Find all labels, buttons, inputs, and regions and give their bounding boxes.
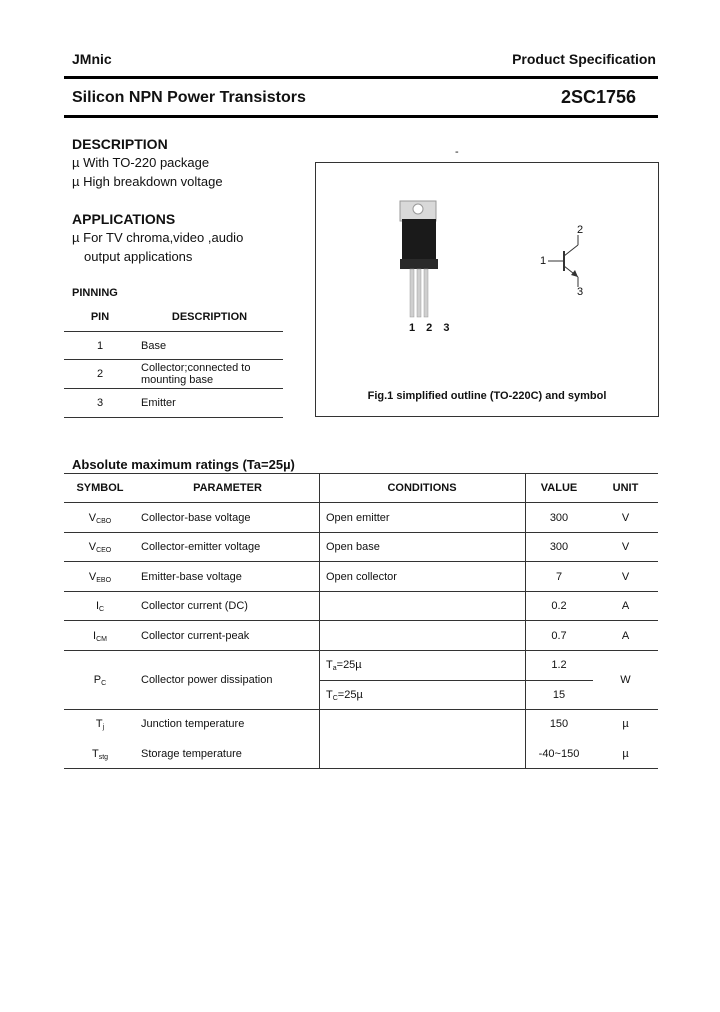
pin-number: 3: [96, 397, 104, 409]
ratings-rule: [64, 650, 658, 651]
pin-description: Emitter: [141, 397, 176, 409]
condition-cell: Open base: [326, 541, 380, 553]
symbol-pin-3-label: 3: [577, 286, 584, 298]
part-number: 2SC1756: [560, 87, 636, 107]
pin-column-header: PIN: [90, 311, 110, 323]
figure-caption: Fig.1 simplified outline (TO-220C) and symbol: [367, 390, 607, 402]
symbol-cell: $V_{CEO}$: [88, 541, 112, 554]
pinning-rule: [64, 388, 283, 389]
figure-dash: -: [455, 146, 459, 158]
value-cell: 0.7: [551, 630, 567, 642]
pin-description: Base: [141, 340, 167, 352]
product-line: Silicon NPN Power Transistors: [72, 89, 306, 106]
pin-number: 2: [96, 368, 104, 380]
applications-heading: APPLICATIONS: [72, 211, 176, 227]
pinning-heading: PINNING: [72, 287, 118, 299]
unit-column-header: UNIT: [612, 482, 639, 494]
bullet-icon: µ: [72, 174, 80, 189]
condition-cell: $T_C=25\mu$: [326, 689, 363, 702]
header-rule-bottom: [64, 115, 658, 118]
unit-cell: µ: [622, 748, 629, 760]
value-cell: 300: [549, 541, 569, 553]
unit-cell: W: [620, 674, 631, 686]
ratings-rule: [64, 473, 658, 474]
ratings-rule-partial: [319, 680, 593, 681]
pin-description-column-header: DESCRIPTION: [171, 311, 248, 323]
ratings-rule: [64, 561, 658, 562]
symbol-cell: $V_{EBO}$: [88, 571, 112, 584]
parameter-cell: Collector current (DC): [141, 600, 248, 612]
symbol-column-header: SYMBOL: [76, 482, 124, 494]
pinning-rule: [64, 359, 283, 360]
unit-cell: A: [621, 630, 630, 642]
pin-description-continued: mounting base: [141, 374, 214, 386]
value-cell: 150: [549, 718, 569, 730]
npn-symbol-icon: [316, 163, 658, 416]
unit-cell: V: [621, 571, 630, 583]
ratings-rule: [64, 620, 658, 621]
conditions-column-header: CONDITIONS: [387, 482, 457, 494]
value-column-header: VALUE: [540, 482, 578, 494]
ratings-rule: [64, 768, 658, 769]
parameter-column-header: PARAMETER: [193, 482, 262, 494]
parameter-cell: Collector-base voltage: [141, 512, 251, 524]
value-cell: 1.2: [551, 659, 567, 671]
description-heading: DESCRIPTION: [72, 136, 168, 152]
parameter-cell: Junction temperature: [141, 718, 245, 730]
ratings-rule: [64, 502, 658, 503]
symbol-cell: $I_{CM}$: [93, 630, 107, 643]
ratings-column-rule: [319, 473, 320, 768]
condition-cell: $T_a=25\mu$: [326, 659, 362, 672]
value-cell: 0.2: [551, 600, 567, 612]
company-name: JMnic: [72, 51, 112, 67]
value-cell: 15: [552, 689, 566, 701]
value-cell: 7: [555, 571, 563, 583]
condition-cell: Open emitter: [326, 512, 390, 524]
applications-item: µ For TV chroma,video ,audio: [72, 230, 244, 245]
figure-box: [315, 162, 659, 417]
header-rule-top: [64, 76, 658, 79]
value-cell: 300: [549, 512, 569, 524]
symbol-cell: $P_C$: [93, 674, 107, 687]
spec-label: Product Specification: [512, 51, 656, 67]
ratings-rule: [64, 532, 658, 533]
symbol-cell: $T_{stg}$: [91, 748, 109, 761]
parameter-cell: Collector-emitter voltage: [141, 541, 261, 553]
unit-cell: V: [621, 541, 630, 553]
description-item: µ With TO-220 package: [72, 155, 210, 170]
condition-cell: Open collector: [326, 571, 397, 583]
applications-item-continued: output applications: [84, 249, 193, 264]
ratings-rule: [64, 709, 658, 710]
parameter-cell: Collector current-peak: [141, 630, 250, 642]
symbol-cell: $V_{CBO}$: [88, 512, 112, 525]
bullet-icon: µ: [72, 155, 80, 170]
pin-number: 1: [96, 340, 104, 352]
pinning-rule: [64, 331, 283, 332]
ratings-rule: [64, 591, 658, 592]
value-cell: -40~150: [538, 748, 580, 760]
parameter-cell: Collector power dissipation: [141, 674, 273, 686]
description-item: µ High breakdown voltage: [72, 174, 223, 189]
bullet-icon: µ: [72, 230, 80, 245]
parameter-cell: Storage temperature: [141, 748, 242, 760]
unit-cell: V: [621, 512, 630, 524]
unit-cell: µ: [622, 718, 629, 730]
symbol-pin-2-label: 2: [577, 224, 584, 236]
pin-description: Collector;connected to: [141, 362, 251, 374]
symbol-cell: $I_C$: [95, 600, 105, 613]
symbol-pin-1-label: 1: [540, 255, 547, 267]
pinning-rule: [64, 417, 283, 418]
parameter-cell: Emitter-base voltage: [141, 571, 242, 583]
ratings-heading: Absolute maximum ratings (Ta=25µ): [72, 457, 295, 472]
unit-cell: A: [621, 600, 630, 612]
symbol-cell: $T_j$: [95, 718, 105, 731]
package-pin-labels: 1 2 3: [409, 322, 454, 334]
